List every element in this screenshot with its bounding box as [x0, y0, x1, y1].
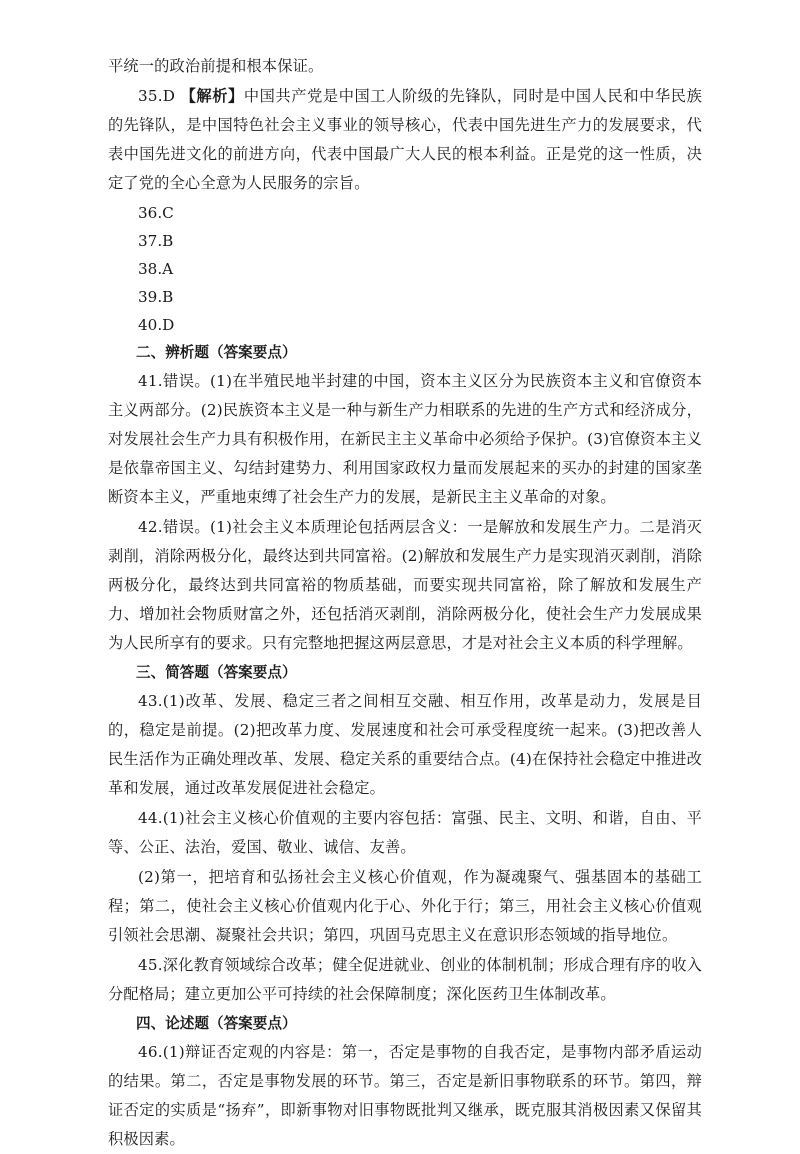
answer-44-part2: (2)第一，把培育和弘扬社会主义核心价值观，作为凝魂聚气、强基固本的基础工程；第二，使社会主义核心价值观内化于心、外化于行；第三，用社会主义核心价值观引领社会思潮、凝聚社会共识；第四，巩固马克思主义在意识形态领域的指导地位。 — [108, 868, 702, 944]
answer-40: 40.D — [138, 316, 175, 334]
answer-37: 37.B — [138, 232, 174, 250]
analysis-tag: 【解析】 — [180, 87, 244, 105]
section-heading-short-answer: 三、简答题（答案要点） — [136, 664, 297, 681]
answer-35-number: 35.D — [138, 87, 181, 105]
answer-36: 36.C — [138, 204, 174, 222]
paragraph-intro: 平统一的政治前提和根本保证。 — [108, 57, 324, 75]
answer-46: 46.(1)辩证否定观的内容是：第一，否定是事物的自我否定，是事物内部矛盾运动的结果。第二，否定是事物发展的环节。第三，否定是新旧事物联系的环节。第四，辩证否定的实质是“扬弃”，即新事物对旧事物既批判又继承，既克服其消极因素又保留其积极因素。 — [108, 1043, 702, 1148]
answer-39: 39.B — [138, 288, 174, 306]
section-heading-discrimination: 二、辨析题（答案要点） — [136, 344, 297, 361]
answer-35-text: 中国共产党是中国工人阶级的先锋队，同时是中国人民和中华民族的先锋队，是中国特色社会主义事业的领导核心，代表中国先进生产力的发展要求，代表中国先进文化的前进方向，代表中国最广大人民的根本利益。正是党的这一性质，决定了党的全心全意为人民服务的宗旨。 — [108, 87, 702, 192]
answer-41: 41.错误。(1)在半殖民地半封建的中国，资本主义区分为民族资本主义和官僚资本主义两部分。(2)民族资本主义是一种与新生产力相联系的先进的生产方式和经济成分，对发展社会生产力具有积极作用，在新民主主义革命中必须给予保护。(3)官僚资本主义是依靠帝国主义、勾结封建势力、利用国家政权力量而发展起来的买办的封建的国家垄断资本主义，严重地束缚了社会生产力的发展，是新民主主义革命的对象。 — [108, 372, 702, 506]
answer-38: 38.A — [138, 260, 174, 278]
answer-44-part1: 44.(1)社会主义核心价值观的主要内容包括：富强、民主、文明、和谐，自由、平等、公正、法治，爱国、敬业、诚信、友善。 — [108, 809, 702, 856]
answer-45: 45.深化教育领域综合改革；健全促进就业、创业的体制机制；形成合理有序的收入分配格局；建立更加公平可持续的社会保障制度；深化医药卫生体制改革。 — [108, 956, 702, 1003]
answer-35-explanation — [108, 82, 702, 198]
answer-43: 43.(1)改革、发展、稳定三者之间相互交融、相互作用，改革是动力，发展是目的，稳定是前提。(2)把改革力度、发展速度和社会可承受程度统一起来。(3)把改善人民生活作为正确处理改革、发展、稳定关系的重要结合点。(4)在保持社会稳定中推进改革和发展，通过改革发展促进社会稳定。 — [108, 692, 702, 797]
section-heading-essay: 四、论述题（答案要点） — [136, 1015, 297, 1032]
answer-42: 42.错误。(1)社会主义本质理论包括两层含义：一是解放和发展生产力。二是消灭剥削，消除两极分化，最终达到共同富裕。(2)解放和发展生产力是实现消灭剥削，消除两极分化，最终达到共同富裕的物质基础，而要实现共同富裕，除了解放和发展生产力、增加社会物质财富之外，还包括消灭剥削，消除两极分化，使社会生产力发展成果为人民所享有的要求。只有完整地把握这两层意思，才是对社会主义本质的科学理解。 — [108, 518, 702, 652]
